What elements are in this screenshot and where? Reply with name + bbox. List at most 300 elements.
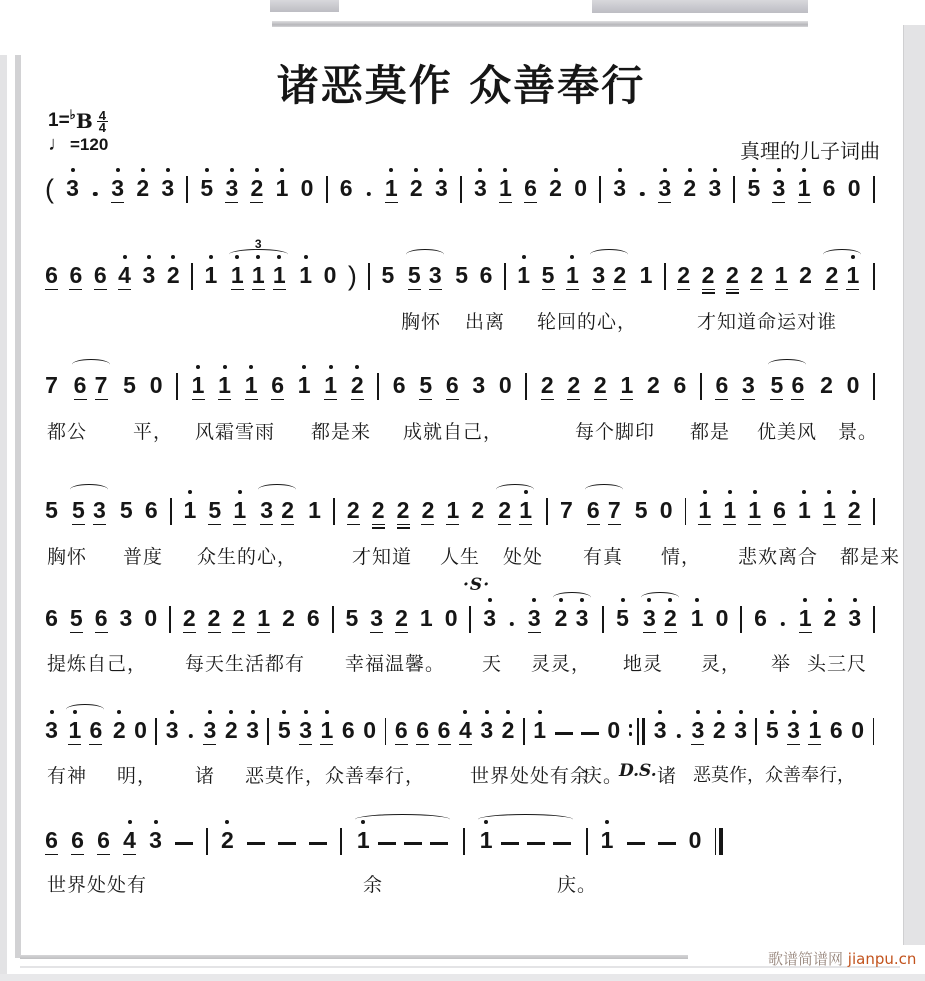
note: 6 (822, 175, 836, 201)
barline (333, 498, 335, 525)
duration-dash (555, 732, 573, 735)
time-numerator: 4 (98, 107, 106, 123)
lyric-segment: 都是 (690, 421, 731, 443)
note: 6 (754, 605, 767, 631)
note: 2 (799, 262, 812, 288)
note: 2 (350, 372, 364, 398)
note: 2 (498, 497, 512, 523)
duration-dash (501, 842, 519, 845)
note: 2 (593, 372, 607, 398)
note: 2 (409, 175, 423, 201)
note: 2 (750, 262, 764, 288)
note: 2 (421, 497, 435, 523)
lyric-segment: 每天生活都有 (185, 653, 306, 675)
note: 2 (371, 497, 385, 523)
quarter-note-icon: ♩ (48, 133, 68, 155)
note: 3 (66, 175, 79, 201)
note: 1 (748, 497, 762, 523)
note: 2 (250, 175, 264, 201)
note: 6 (94, 605, 108, 631)
rest-note: 0 (149, 372, 163, 398)
note: 1 (244, 372, 258, 398)
note: 2 (663, 605, 677, 631)
barline (170, 498, 172, 525)
note: 3 (260, 497, 274, 523)
note: 2 (712, 717, 726, 743)
note: 6 (586, 497, 600, 523)
music-line-7 (45, 825, 875, 855)
note: 7 (559, 497, 573, 523)
note: 3 (653, 717, 667, 743)
note: 1 (517, 262, 531, 288)
final-barline (715, 828, 724, 855)
note: 1 (257, 605, 271, 631)
rest-note: 0 (851, 717, 865, 743)
note: 6 (392, 372, 406, 398)
note: 3 (111, 175, 125, 201)
lyric-segment: 普度 (123, 546, 164, 568)
note: 3 (787, 717, 800, 743)
note: 3 (473, 175, 487, 201)
barline (169, 606, 171, 633)
left-margin-strip (0, 55, 7, 975)
watermark-site-name: 歌谱简谱网 (768, 950, 844, 968)
note: 2 (501, 717, 515, 743)
music-line-4 (45, 495, 875, 525)
note: 1 (191, 372, 205, 398)
rest-note: 0 (498, 372, 512, 398)
barline (206, 828, 208, 855)
barline (873, 498, 875, 525)
note: 3 (575, 605, 589, 631)
note: 1 (275, 175, 289, 201)
augmentation-dot (638, 179, 646, 203)
duration-dash (527, 842, 545, 845)
note: 5 (616, 605, 629, 631)
rest-note: 0 (846, 372, 860, 398)
note: 1 (698, 497, 712, 523)
note: 2 (395, 605, 408, 631)
note: 1 (419, 605, 433, 631)
barline (191, 263, 193, 290)
augmentation-dot (675, 721, 683, 745)
lyric-segment: 悲欢离合 (738, 546, 819, 568)
rest-note: 0 (659, 497, 673, 523)
barline (186, 176, 188, 203)
note: 6 (45, 827, 58, 853)
barline (525, 373, 527, 400)
note: 2 (726, 262, 739, 288)
note: 1 (533, 717, 547, 743)
note: 3 (428, 262, 442, 288)
repeat-barline (629, 718, 646, 745)
barline (873, 718, 875, 745)
note: 5 (634, 497, 648, 523)
note: 1 (299, 262, 313, 288)
barline (602, 606, 604, 633)
note: 5 (119, 497, 133, 523)
note: 1 (320, 717, 334, 743)
barline (267, 718, 269, 745)
barline (377, 373, 379, 400)
lyric-segment: 头三尺 (807, 653, 868, 675)
note: 4 (118, 262, 131, 288)
lyrics-line-4 (45, 542, 901, 568)
note: 3 (772, 175, 786, 201)
note: 2 (540, 372, 554, 398)
rest-note: 0 (574, 175, 587, 201)
barline (332, 606, 334, 633)
barline (546, 498, 548, 525)
lyric-segment: 余 (363, 874, 384, 896)
lyric-segment: 世界处处有余 (470, 765, 591, 787)
lyric-segment: 胸怀 (47, 546, 88, 568)
slur-group (72, 373, 110, 400)
note: 5 (381, 262, 395, 288)
note: 7 (94, 372, 108, 398)
lyric-segment: 灵， (701, 653, 742, 675)
note: 3 (691, 717, 705, 743)
note: 3 (658, 175, 672, 201)
music-line-1 (45, 173, 875, 203)
note: 1 (384, 175, 398, 201)
note: 2 (207, 605, 221, 631)
note: 7 (45, 372, 58, 398)
note: 5 (277, 717, 291, 743)
note: 3 (734, 717, 747, 743)
note: 2 (220, 827, 234, 853)
triplet-group (229, 237, 288, 290)
note: 1 (204, 262, 218, 288)
barline (755, 718, 757, 745)
music-line-2 (45, 237, 875, 291)
lyrics-line-2 (45, 307, 875, 333)
note: 1 (251, 262, 265, 288)
slur-group (553, 606, 591, 633)
lyric-segment: 灵灵， (531, 653, 592, 675)
note: 6 (69, 262, 83, 288)
note: 2 (567, 372, 581, 398)
note: 2 (554, 605, 568, 631)
lyrics-line-5 (45, 649, 875, 675)
note: 1 (499, 175, 512, 201)
note: 5 (765, 717, 779, 743)
note: 3 (225, 175, 239, 201)
note: 6 (45, 262, 58, 288)
rest-note: 0 (847, 175, 861, 201)
music-line-3 (45, 370, 875, 400)
note: 1 (218, 372, 231, 398)
note: 1 (233, 497, 247, 523)
duration-dash (430, 842, 448, 845)
note: 3 (93, 497, 106, 523)
note: 3 (161, 175, 175, 201)
augmentation-dot (91, 179, 99, 203)
note: 2 (820, 372, 833, 398)
right-margin-band (903, 25, 925, 945)
note: 1 (798, 497, 811, 523)
note: 2 (646, 372, 660, 398)
lyrics-line-7 (45, 870, 875, 896)
sheet-page (22, 27, 900, 955)
note: 1 (183, 497, 197, 523)
augmentation-dot (508, 609, 516, 633)
duration-dash (247, 842, 265, 845)
key-letter: B (75, 109, 93, 133)
slur-group (590, 263, 628, 290)
note: 6 (437, 717, 451, 743)
note: 4 (123, 827, 136, 853)
slur-group (823, 263, 861, 290)
note: 2 (232, 605, 246, 631)
note: 6 (306, 605, 320, 631)
note: 1 (808, 717, 822, 743)
barline (873, 373, 875, 400)
note: 1 (68, 717, 82, 743)
lyric-segment: 胸怀 (401, 311, 442, 333)
note: 1 (774, 262, 788, 288)
key-prefix: 1= (48, 110, 70, 131)
bottom-margin-strip (0, 974, 925, 981)
page-bottom-border (20, 955, 688, 959)
barline (385, 718, 387, 745)
triplet-number: 3 (254, 237, 262, 251)
lyric-segment: 明， (117, 765, 158, 787)
parenthesis: ( (45, 174, 54, 204)
barline (176, 373, 178, 400)
note: 6 (394, 717, 408, 743)
note: 3 (742, 372, 755, 398)
lyric-segment: 有神 (47, 765, 88, 787)
note: 3 (708, 175, 722, 201)
duration-dash (404, 842, 422, 845)
note: 6 (445, 372, 459, 398)
watermark-link[interactable]: jianpu.cn (847, 950, 917, 968)
composer-credit: 真理的儿子词曲 (740, 139, 880, 163)
parenthesis: ) (347, 261, 357, 291)
music-line-6 (45, 715, 875, 745)
rest-note: 0 (323, 262, 337, 288)
barline (873, 176, 875, 203)
barline (340, 828, 342, 855)
lyric-segment: 恶莫作，众善奉行， (245, 765, 426, 787)
note: 5 (541, 262, 555, 288)
rest-note: 0 (363, 717, 377, 743)
note: 3 (592, 262, 606, 288)
note: 1 (230, 262, 244, 288)
note: 1 (272, 262, 286, 288)
note: 5 (123, 372, 136, 398)
note: 2 (346, 497, 360, 523)
rest-note: 0 (607, 717, 621, 743)
barline (155, 718, 157, 745)
lyric-segment: 有真 (583, 546, 624, 568)
note: 3 (45, 717, 58, 743)
lyric-segment: 地灵 (623, 653, 664, 675)
note: 2 (136, 175, 150, 201)
lyric-segment: 幸福温馨。 (345, 653, 446, 675)
barline (873, 263, 875, 290)
note: 3 (370, 605, 384, 631)
note: 6 (479, 262, 493, 288)
note: 3 (434, 175, 448, 201)
note: 2 (396, 497, 410, 523)
note: 5 (407, 262, 421, 288)
rest-note: 0 (688, 827, 702, 853)
note: 2 (166, 262, 180, 288)
note: 2 (613, 262, 627, 288)
barline (700, 373, 702, 400)
lyric-segment: 平， (133, 421, 174, 443)
note: 3 (142, 262, 156, 288)
note: 6 (773, 497, 786, 523)
note: 6 (45, 605, 58, 631)
lyric-segment: 才知道 (352, 546, 413, 568)
note: 6 (144, 497, 158, 523)
note: 3 (613, 175, 627, 201)
note: 6 (341, 717, 355, 743)
lyric-segment: 人生 (440, 546, 481, 568)
note: 5 (455, 262, 469, 288)
note: 5 (345, 605, 359, 631)
flat-sign-icon: ♭ (69, 107, 76, 122)
note: 1 (600, 827, 614, 853)
lyric-segment: 都公 (47, 421, 88, 443)
lyrics-line-6 (45, 761, 875, 787)
note: 2 (471, 497, 485, 523)
lyric-segment: 情， (661, 546, 702, 568)
barline (740, 606, 742, 633)
lyric-segment: 处处 (503, 546, 544, 568)
note: 6 (829, 717, 843, 743)
barline (599, 176, 601, 203)
note: 5 (770, 372, 784, 398)
note: 3 (483, 605, 496, 631)
note: 3 (149, 827, 162, 853)
slur-group (641, 606, 679, 633)
slur-group (258, 498, 296, 525)
note: 4 (458, 717, 472, 743)
augmentation-dot (779, 609, 787, 633)
note: 2 (549, 175, 562, 201)
note: 2 (282, 605, 295, 631)
note: 6 (715, 372, 729, 398)
note: 5 (45, 497, 58, 523)
note: 3 (642, 605, 656, 631)
note: 3 (848, 605, 862, 631)
lyric-segment: 出离 (465, 311, 506, 333)
lyric-segment: 举 (771, 653, 792, 675)
lyric-segment: 都是来 (311, 421, 372, 443)
barline (733, 176, 735, 203)
lyric-segment: 庆。 (557, 874, 598, 896)
note: 2 (112, 717, 126, 743)
watermark (768, 948, 916, 969)
note: 2 (823, 605, 837, 631)
note: 5 (69, 605, 83, 631)
note: 2 (847, 497, 861, 523)
tempo-value: =120 (70, 135, 109, 154)
note: 1 (620, 372, 634, 398)
note: 1 (297, 372, 311, 398)
slur-group (768, 373, 806, 400)
note: 6 (271, 372, 285, 398)
note: 5 (72, 497, 85, 523)
note: 6 (89, 717, 103, 743)
lyric-segment: 才知道命运对谁 (697, 311, 838, 333)
duration-dash (175, 842, 193, 845)
duration-dash (553, 842, 571, 845)
note: 5 (419, 372, 433, 398)
note: 3 (527, 605, 541, 631)
note: 6 (524, 175, 537, 201)
slur-group (585, 498, 623, 525)
rest-note: 0 (444, 605, 458, 631)
note: 3 (299, 717, 312, 743)
note: 2 (281, 497, 295, 523)
barline (504, 263, 506, 290)
lyric-segment: 诸 (195, 765, 216, 787)
lyric-segment: 景。 (838, 421, 879, 443)
note: 5 (747, 175, 761, 201)
lyric-segment: 天 (482, 653, 503, 675)
lyric-segment: 世界处处有 (47, 874, 148, 896)
song-title: 诸恶莫作 众善奉行 (276, 61, 646, 110)
segno-mark: ·S· (463, 575, 491, 595)
note: 1 (308, 497, 321, 523)
barline (873, 606, 875, 633)
lyric-segment: 恶莫作，众善奉行， (693, 765, 855, 786)
note: 1 (798, 605, 812, 631)
note: 1 (479, 827, 493, 853)
duration-dash (627, 842, 645, 845)
duration-dash (278, 842, 296, 845)
note: 1 (519, 497, 533, 523)
barline (685, 498, 687, 525)
note: 6 (791, 372, 805, 398)
rest-note: 0 (300, 175, 314, 201)
rest-note: 0 (144, 605, 158, 631)
left-margin-strip (15, 55, 21, 958)
lyric-segment: 众生的心， (197, 546, 298, 568)
lyric-segment: D.S. (619, 761, 657, 781)
note: 3 (165, 717, 179, 743)
duration-dash (309, 842, 327, 845)
duration-dash (581, 732, 599, 735)
note: 7 (607, 497, 621, 523)
note: 2 (825, 262, 839, 288)
top-artifact-block (592, 0, 808, 13)
note: 6 (93, 262, 107, 288)
note: 2 (701, 262, 715, 288)
note: 6 (97, 827, 110, 853)
lyric-segment: 优美风 (757, 421, 818, 443)
score-area (22, 27, 900, 955)
time-denominator: 4 (98, 119, 106, 135)
barline (326, 176, 328, 203)
augmentation-dot (187, 721, 195, 745)
barline (586, 828, 588, 855)
note: 2 (683, 175, 697, 201)
lyric-segment: 庆。 (583, 765, 624, 787)
slur-group (70, 498, 108, 525)
lyric-segment: 都是来 (840, 546, 901, 568)
barline (463, 828, 465, 855)
note: 3 (472, 372, 486, 398)
slur-group (66, 718, 104, 745)
note: 3 (203, 717, 217, 743)
note: 1 (356, 827, 370, 853)
